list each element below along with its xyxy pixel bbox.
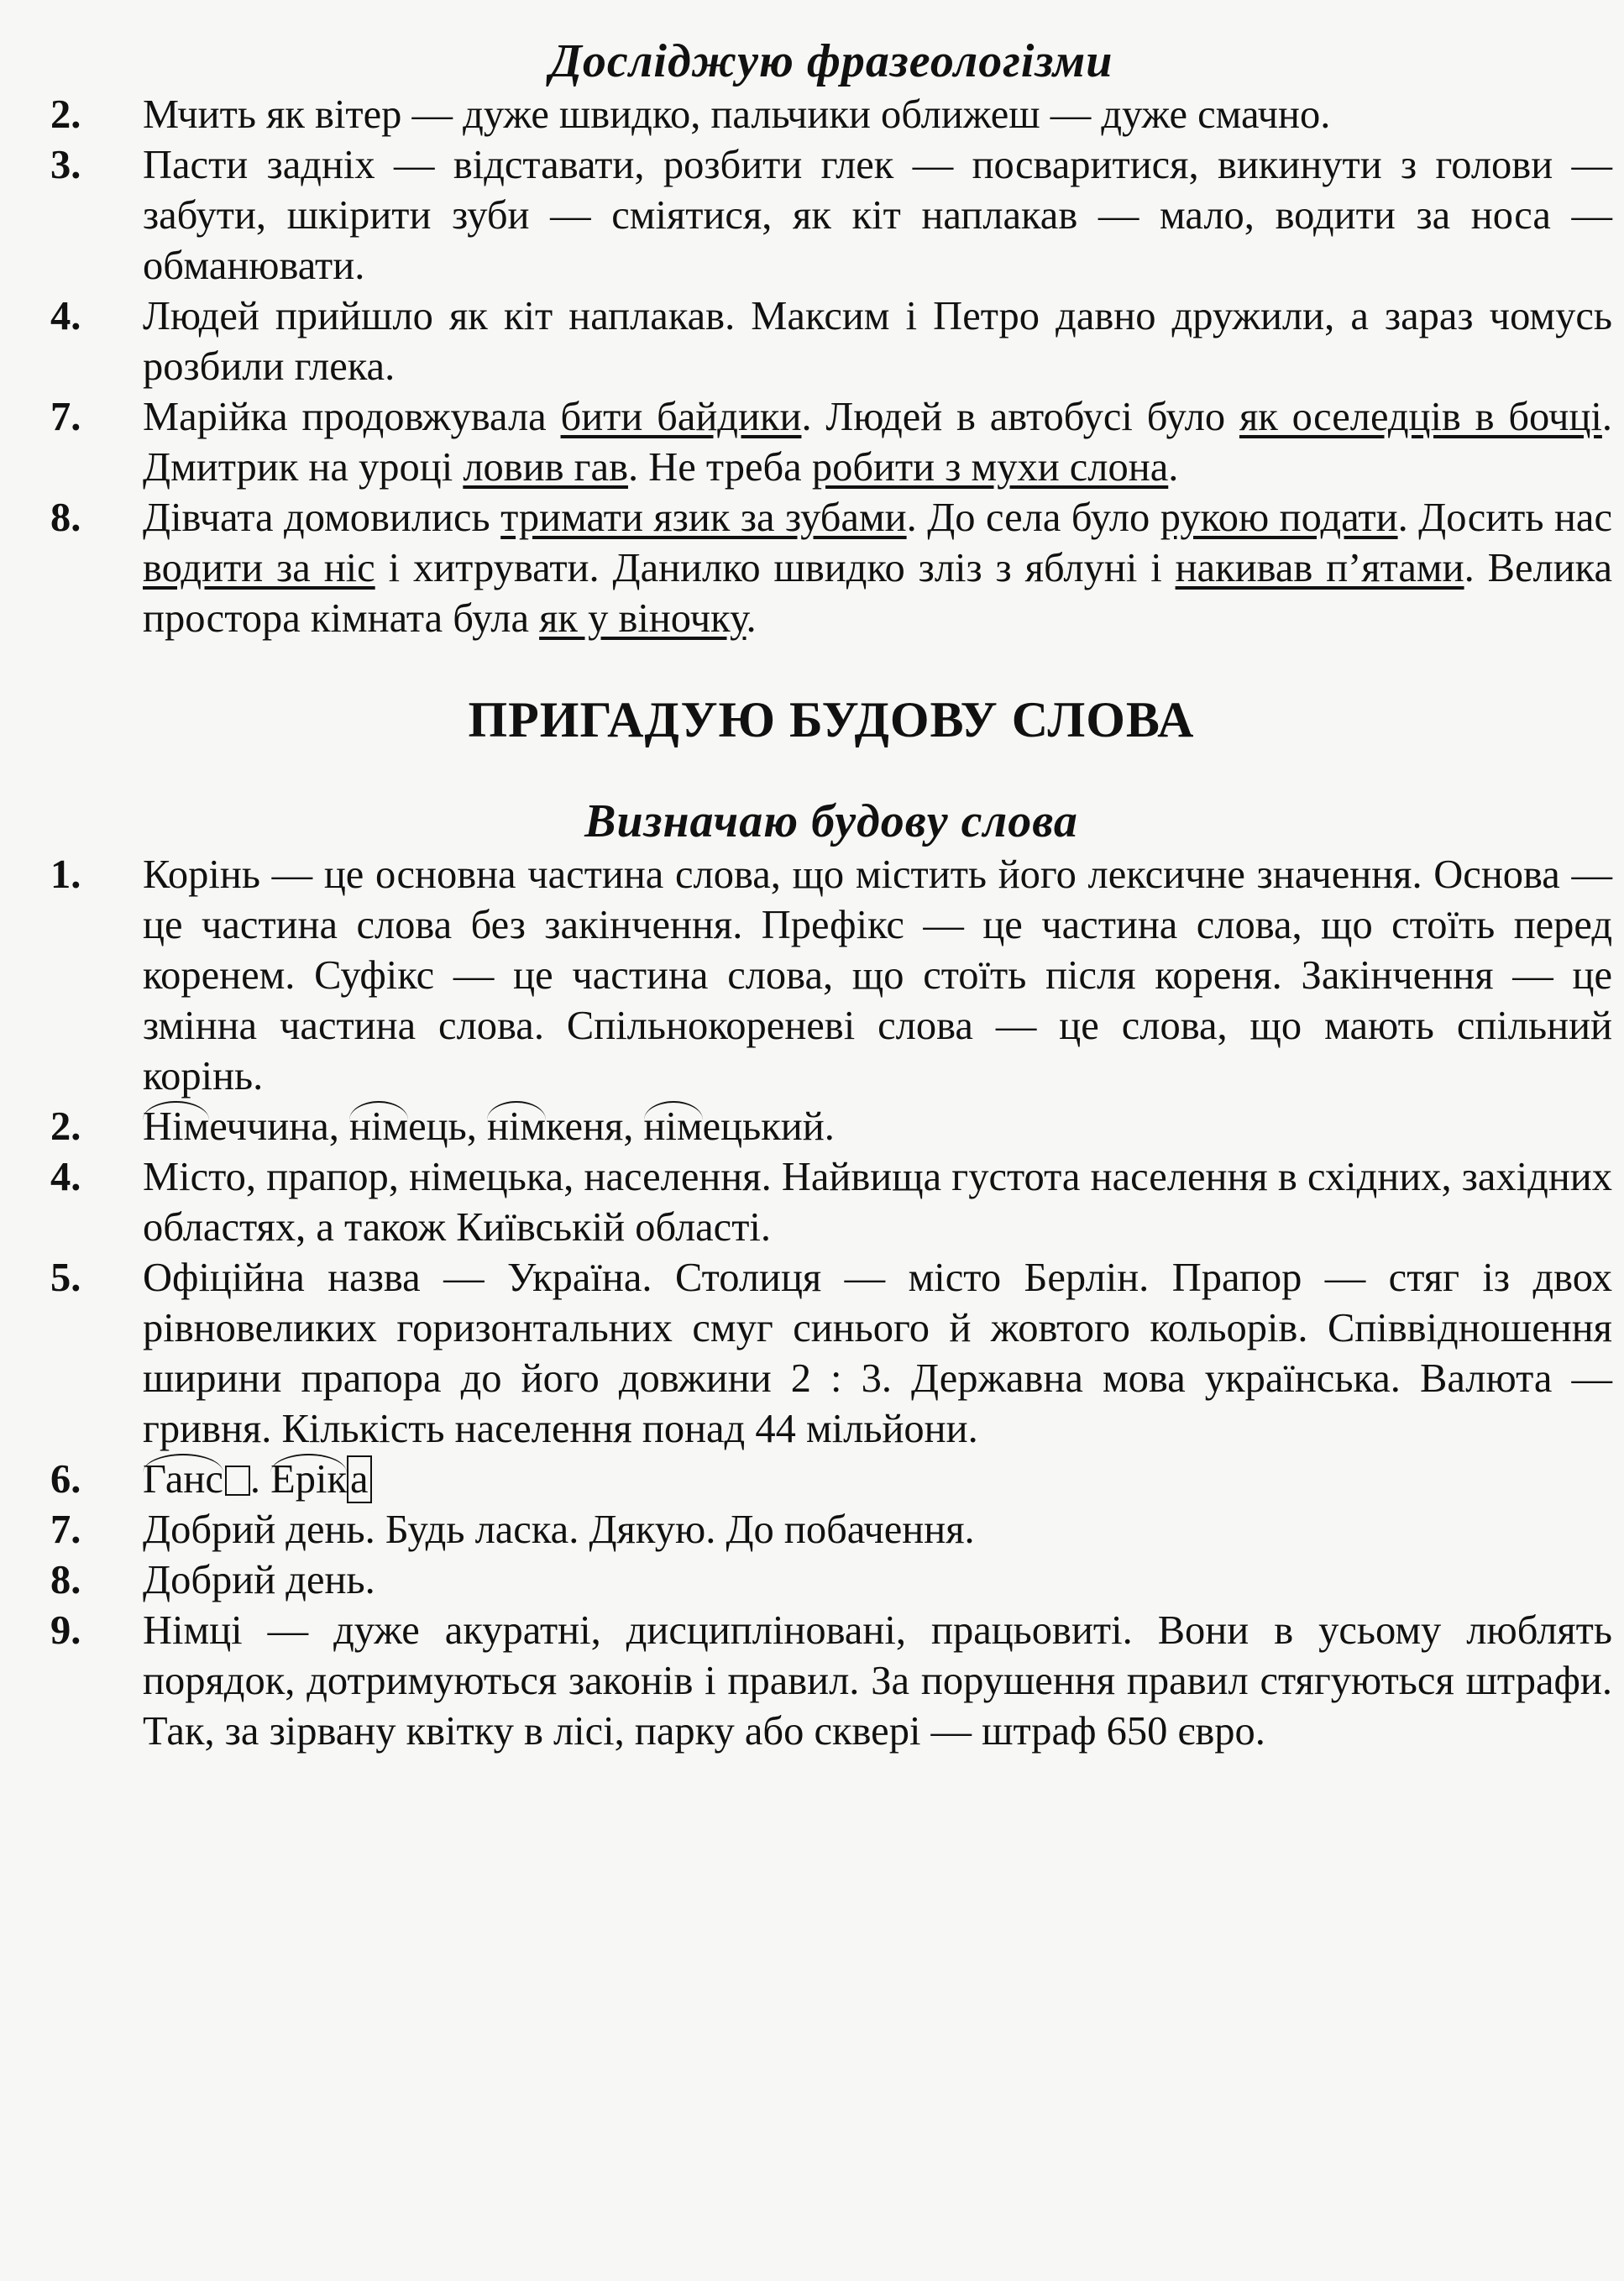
root-mark: нім [487,1101,546,1149]
root-mark: Ерік [270,1454,347,1502]
text-fragment: . Досить нас [1397,496,1612,541]
phraseology-answers-list [50,90,1612,644]
item-number: 5. [50,1256,81,1301]
underlined-phrase: як оселедців в бочці [1239,395,1602,440]
item-number: 1. [50,852,81,898]
item-number: 9. [50,1608,81,1654]
item-text: Добрий день. [143,1558,375,1603]
underlined-phrase: робити з мухи слона [811,445,1169,490]
item-text [143,493,1612,644]
underlined-phrase: тримати язик за зубами [500,496,907,541]
text-fragment: . [1168,445,1179,490]
list-item [50,140,1612,291]
root-mark: нім [349,1101,408,1149]
list-item [50,1253,1612,1455]
item-number: 4. [50,1155,81,1200]
text-fragment: . [249,1457,271,1502]
section-title-phraseology: Досліджую фразеологізми [549,35,1113,87]
empty-ending-box [225,1466,250,1496]
text-fragment: ець, [408,1104,487,1150]
word-structure-answers-list [50,850,1612,1757]
main-title-word-structure: ПРИГАДУЮ БУДОВУ СЛОВА [468,692,1195,748]
root-mark: Ганс [143,1454,223,1502]
item-number: 3. [50,143,81,188]
text-fragment: . Не треба [627,445,812,490]
item-number: 2. [50,92,81,138]
underlined-phrase: бити байдики [560,395,802,440]
text-fragment: . [746,596,757,642]
text-fragment: і хитрувати. Данилко швидко зліз з яблуні і [375,546,1176,591]
list-item [50,1152,1612,1253]
item-number: 6. [50,1457,81,1502]
root-mark: Нім [143,1101,209,1149]
text-fragment: . До села було [906,496,1160,541]
item-number: 4. [50,294,81,339]
item-number: 8. [50,496,81,541]
text-fragment: . Людей в автобусі було [801,395,1239,440]
list-item [50,493,1612,644]
underlined-phrase: водити за ніс [143,546,375,591]
list-item [50,1555,1612,1606]
item-number: 7. [50,395,81,440]
root-mark: нім [644,1101,703,1149]
item-text: Мчить як вітер — дуже швидко, пальчики оближеш — дуже смачно. [143,92,1331,138]
page [50,34,1612,1757]
text-fragment: Марійка продовжувала [143,395,561,440]
item-text [143,392,1612,493]
list-item [50,90,1612,140]
list-item [50,1102,1612,1152]
text-fragment: . Велика простора кімната була [143,546,1613,642]
item-number: 7. [50,1508,81,1553]
item-text: Людей прийшло як кіт наплакав. Максим і Петро давно дружили, а зараз чомусь розбили глека. [143,294,1612,390]
list-item [50,392,1612,493]
underlined-phrase: накивав п’ятами [1175,546,1464,591]
item-text: Місто, прапор, німецька, населення. Найвища густота населення в східних, західних областях, а також Київській області. [143,1155,1612,1251]
item-text: Пасти задніх — відставати, розбити глек — посваритися, викинути з голови — забути, шкірити зуби — сміятися, як кіт наплакав — мало, водити за носа — обманювати. [143,143,1612,289]
list-item [50,1455,1612,1505]
text-fragment: ецький. [702,1104,835,1150]
text-fragment: кеня, [546,1104,644,1150]
item-number: 2. [50,1104,81,1150]
underlined-phrase: ловив гав [463,445,628,490]
list-item [50,291,1612,392]
item-number: 8. [50,1558,81,1603]
section-title-word-structure: Визначаю будову слова [584,795,1078,848]
text-fragment: . Дмитрик на уроці [143,395,1612,490]
text-fragment: еччина, [209,1104,349,1150]
item-text [143,1102,1612,1152]
ending-box: а [347,1455,372,1503]
item-text [143,1455,1612,1505]
text-fragment: Дівчата домовились [143,496,501,541]
list-item [50,1505,1612,1555]
underlined-phrase: рукою подати [1160,496,1398,541]
item-text: Німці — дуже акуратні, дисципліновані, працьовиті. Вони в усьому люблять порядок, дотримуються законів і правил. За порушення правил стягуються штрафи. Так, за зірвану квітку в лісі, парку або сквері — штраф 650 євро. [143,1608,1612,1754]
item-text: Офіційна назва — Україна. Столиця — місто Берлін. Прапор — стяг із двох рівновеликих горизонтальних смуг синього й жовтого кольорів. Співвідношення ширини прапора до його довжини 2 : 3. Державна мова українська. Валюта — гривня. Кількість населення понад 44 мільйони. [143,1256,1612,1452]
underlined-phrase: як у віночку [539,596,747,642]
list-item [50,850,1612,1102]
item-text: Корінь — це основна частина слова, що містить його лексичне значення. Основа — це частина слова без закінчення. Префікс — це частина слова, що стоїть перед коренем. Суфікс — це частина слова, що стоїть після кореня. Закінчення — це змінна частина слова. Спільнокореневі слова — це слова, що мають спільний корінь. [143,852,1612,1099]
list-item [50,1606,1612,1757]
item-text: Добрий день. Будь ласка. Дякую. До побачення. [143,1508,975,1553]
